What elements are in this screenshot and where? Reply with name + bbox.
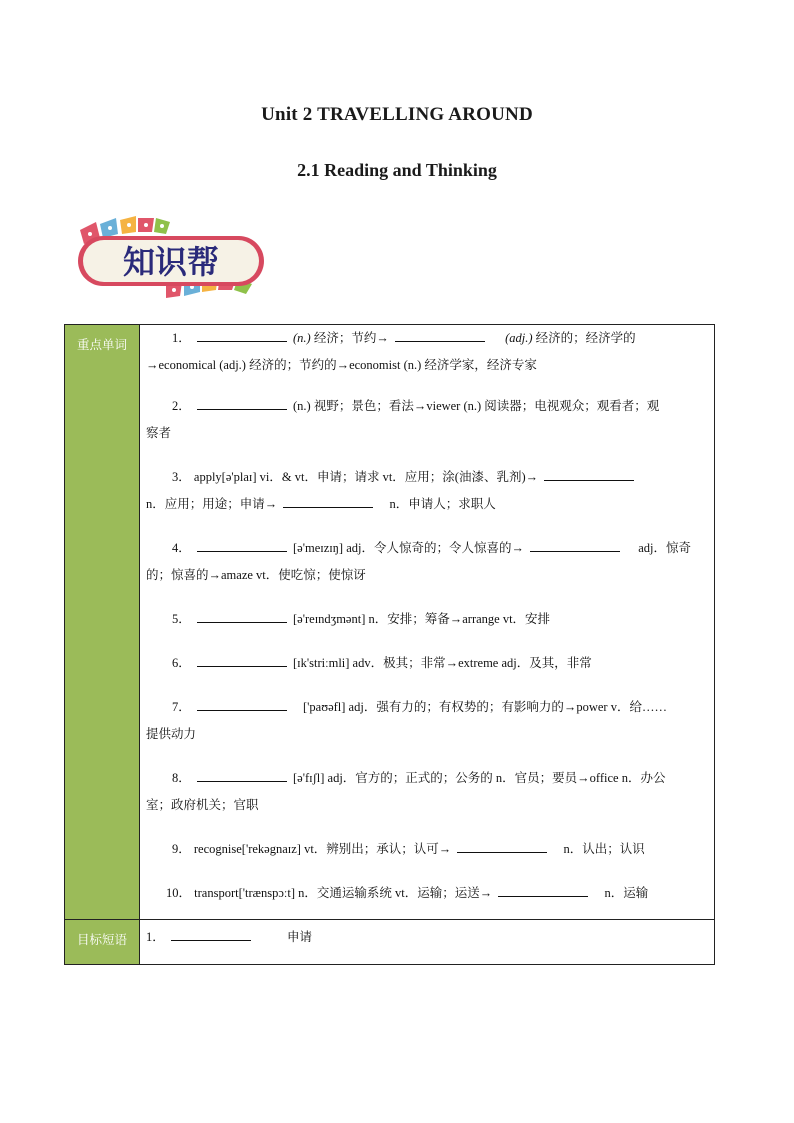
vocab-item-9: 9． recognise['rekəgnaɪz] vt．辨别出；承认；认可→ n．认出；认识 bbox=[146, 836, 706, 863]
vocab-item-6: 6． [ɪk'striːmli] adv．极其；非常→extreme adj．及其，非常 bbox=[146, 650, 706, 677]
answer-blank[interactable] bbox=[283, 493, 373, 508]
vocabulary-table bbox=[64, 324, 715, 965]
answer-blank[interactable] bbox=[197, 537, 287, 552]
vocab-item-10: 10． transport['trænspɔːt] n．交通运输系统 vt．运输；运送→ n．运输 bbox=[146, 880, 706, 907]
section-label-phrases: 目标短语 bbox=[65, 920, 140, 965]
answer-blank[interactable] bbox=[197, 608, 287, 623]
unit-title: Unit 2 TRAVELLING AROUND bbox=[261, 104, 533, 125]
vocab-item-7: 7． ['paʊəfl] adj．强有力的；有权势的；有影响力的→power v．给…… 提供动力 bbox=[146, 694, 706, 748]
knowledge-banner-logo bbox=[70, 210, 270, 305]
answer-blank[interactable] bbox=[197, 652, 287, 667]
answer-blank[interactable] bbox=[197, 327, 287, 342]
phrase-list bbox=[140, 920, 715, 965]
answer-blank[interactable] bbox=[395, 327, 485, 342]
vocab-item-2: 2． (n.) 视野；景色；看法→viewer (n.) 阅读器；电视观众；观看者；观 察者 bbox=[146, 393, 706, 447]
lesson-subtitle: 2.1 Reading and Thinking bbox=[297, 160, 497, 180]
answer-blank[interactable] bbox=[171, 926, 251, 941]
answer-blank[interactable] bbox=[498, 882, 588, 897]
answer-blank[interactable] bbox=[544, 466, 634, 481]
answer-blank[interactable] bbox=[197, 696, 287, 711]
vocab-list bbox=[140, 325, 715, 920]
vocab-item-1: 1． (n.) 经济；节约→ (adj.) 经济的；经济学的 →economical (adj.) 经济的；节约的→economist (n.) 经济学家，经济专家 bbox=[146, 325, 706, 379]
answer-blank[interactable] bbox=[457, 838, 547, 853]
vocab-item-3: 3． apply[ə'plaɪ] vi．& vt．申请；请求 vt．应用；涂(油漆、乳剂)→ n．应用；用途；申请→ n．申请人；求职人 bbox=[146, 464, 706, 518]
answer-blank[interactable] bbox=[530, 537, 620, 552]
vocab-item-8: 8． [ə'fɪʃl] adj．官方的；正式的；公务的 n．官员；要员→office n．办公 室；政府机关；官职 bbox=[146, 765, 706, 819]
answer-blank[interactable] bbox=[197, 395, 287, 410]
vocab-item-4: 4． [ə'meɪzɪŋ] adj．令人惊奇的；令人惊喜的→ adj．惊奇 的；惊喜的→amaze vt．使吃惊；使惊讶 bbox=[146, 535, 706, 589]
section-label-vocab: 重点单词 bbox=[65, 325, 140, 920]
phrase-item-1: 1． 申请 bbox=[146, 920, 706, 954]
vocab-item-5: 5． [ə'reɪndʒmənt] n．安排；筹备→arrange vt．安排 bbox=[146, 606, 706, 633]
banner-text: 知识帮 bbox=[122, 243, 220, 281]
answer-blank[interactable] bbox=[197, 767, 287, 782]
